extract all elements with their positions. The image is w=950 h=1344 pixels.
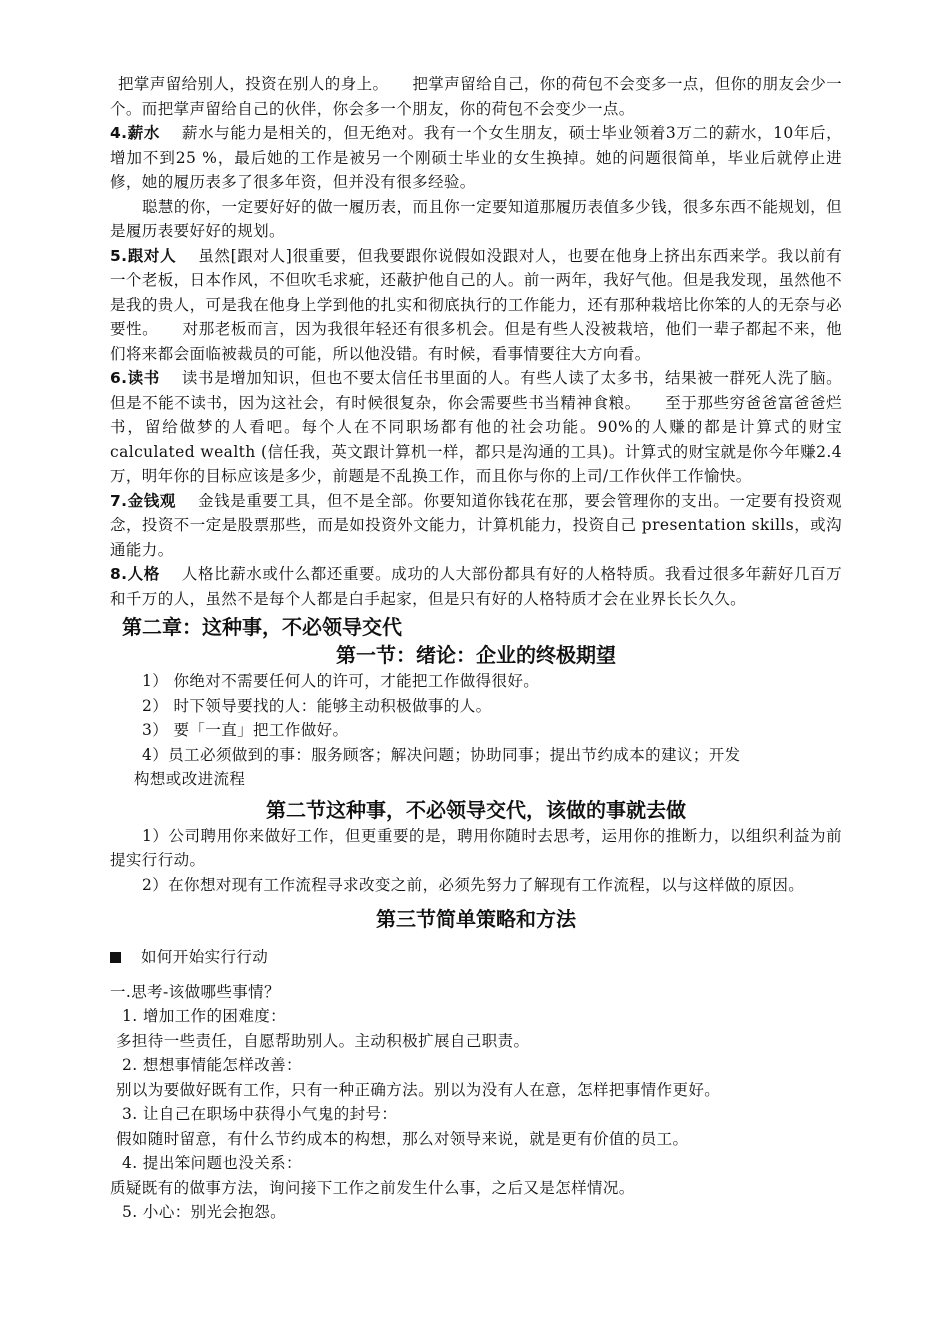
section-salary — [110, 121, 842, 195]
point-title: 2. 想想事情能怎样改善： — [122, 1056, 302, 1074]
section-text: 人格比薪水或什么都还重要。成功的人大部份都具有好的人格特质。我看过很多年薪好几百万和千万的人，虽然不是每个人都是白手起家，但是只有好的人格特质才会在业界长长久久。 — [110, 565, 842, 608]
section-text: 金钱是重要工具，但不是全部。你要知道你钱花在那，要会管理你的支出。一定要有投资观念，投资不一定是股票那些，而是如投资外文能力，计算机能力，投资自己 presentation skills，或沟通能力。 — [110, 491, 842, 559]
point-description: 质疑既有的做事方法，询问接下工作之前发生什么事，之后又是怎样情况。 — [110, 1178, 635, 1197]
list-item: 3） 要「一直」把工作做好。 — [142, 721, 349, 739]
section-character — [110, 562, 842, 611]
list-item: 4）员工必须做到的事：服务顾客；解决问题；协助同事；提出节约成本的建议；开发 — [142, 745, 741, 764]
point-description: 假如随时留意，有什么节约成本的构想，那么对领导来说，就是更有价值的员工。 — [116, 1129, 689, 1148]
list-item: 2）在你想对现有工作流程寻求改变之前，必须先努力了解现有工作流程，以与这样做的原因。 — [142, 875, 805, 894]
section-text: 读书是增加知识，但也不要太信任书里面的人。有些人读了太多书，结果被一群死人洗了脑。但是不能不读书，因为这社会，有时候很复杂，你会需要些书当精神食粮。 至于那些穷爸爸富爸爸烂书，留给做梦的人看吧。每个人在不同职场都有他的社会功能。90%的人赚的都是计算式的财宝 calculated wealth (信任我，英文跟计算机一样，都只是沟通的工具)。计算式的财宝就是你今年赚2.4万，明年你的目标应该是多少，前题是不乱换工作，而且你与你的上司/工作伙伴工作愉快。 — [110, 369, 842, 485]
section-label: 4.薪水 — [110, 124, 160, 142]
point-title: 3. 让自己在职场中获得小气鬼的封号： — [122, 1105, 398, 1123]
list-item: 1）公司聘用你来做好工作，但更重要的是，聘用你随时去思考，运用你的推断力，以组织利益为前提实行行动。 — [110, 826, 842, 869]
list-item-continuation: 构想或改进流程 — [134, 770, 246, 788]
section-label: 8.人格 — [110, 565, 160, 583]
chapter-title: 第二章：这种事，不必领导交代 — [122, 615, 402, 639]
section-reading — [110, 366, 842, 489]
point-title: 5. 小心：别光会抱怨。 — [122, 1203, 287, 1221]
section-text: 虽然[跟对人]很重要，但我要跟你说假如没跟对人，也要在他身上挤出东西来学。我以前有一个老板，日本作风，不但吹毛求疵，还蔽护他自己的人。前一两年，我好气他。但是我发现，虽然他不是我的贵人，可是我在他身上学到他的扎实和彻底执行的工作能力，还有那种栽培比你笨的人的无奈与必要性。 对那老板而言，因为我很年轻还有很多机会。但是有些人没被栽培，他们一辈子都起不来，他们将来都会面临被裁员的可能，所以他没错。有时候，看事情要往大方向看。 — [110, 246, 842, 363]
point-title: 4. 提出笨问题也没关系： — [122, 1154, 302, 1172]
section-follow-right-person — [110, 244, 842, 367]
section2-title: 第二节这种事，不必领导交代，该做的事就去做 — [266, 797, 686, 822]
subsection-heading: 一.思考-该做哪些事情？ — [110, 982, 280, 1001]
section-money — [110, 489, 842, 563]
list-item: 2） 时下领导要找的人：能够主动积极做事的人。 — [142, 696, 492, 715]
section1-title: 第一节：绪论：企业的终极期望 — [336, 643, 616, 667]
section3-title: 第三节简单策略和方法 — [376, 907, 576, 931]
resume-paragraph: 聪慧的你，一定要好好的做一履历表，而且你一定要知道那履历表值多少钱，很多东西不能规划，但是履历表要好好的规划。 — [110, 197, 842, 240]
point-title: 1. 增加工作的困难度： — [122, 1007, 287, 1025]
section-text: 薪水与能力是相关的，但无绝对。我有一个女生朋友，硕士毕业领着3万二的薪水，10年后，增加不到25 %，最后她的工作是被另一个刚硕士毕业的女生换掉。她的问题很简单，毕业后就停止进修，她的履历表多了很多年资，但并没有很多经验。 — [110, 124, 842, 191]
list-item: 1） 你绝对不需要任何人的许可，才能把工作做得很好。 — [142, 672, 540, 690]
point-description: 多担待一些责任，自愿帮助别人。主动积极扩展自己职责。 — [116, 1031, 530, 1050]
section-label: 7.金钱观 — [110, 491, 176, 510]
square-bullet-icon — [110, 952, 121, 963]
section-label: 6.读书 — [110, 369, 160, 387]
bullet-heading — [110, 945, 842, 970]
section-label: 5.跟对人 — [110, 246, 177, 265]
point-description: 别以为要做好既有工作，只有一种正确方法。别以为没有人在意，怎样把事情作更好。 — [116, 1080, 721, 1099]
intro-paragraph: 把掌声留给别人，投资在别人的身上。 把掌声留给自己，你的荷包不会变多一点，但你的朋友会少一个。而把掌声留给自己的伙伴，你会多一个朋友，你的荷包不会变少一点。 — [110, 75, 842, 118]
bullet-text: 如何开始实行行动 — [141, 948, 269, 966]
